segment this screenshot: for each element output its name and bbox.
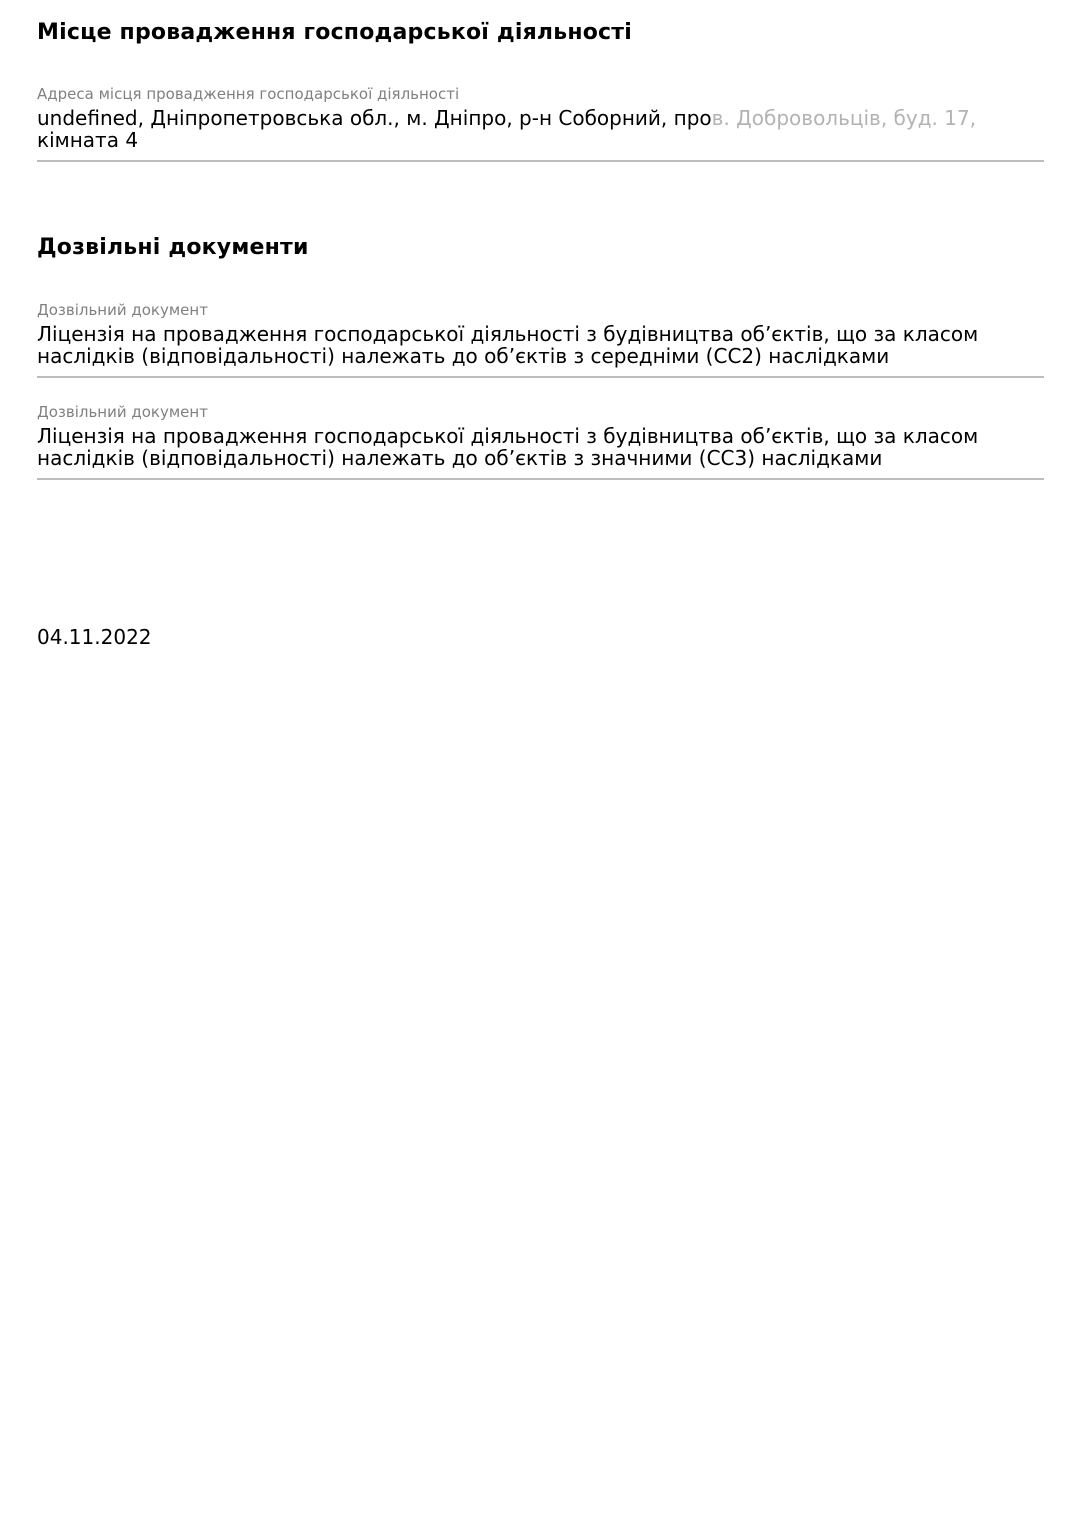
- section-title-permits: Дозвільні документи: [37, 235, 309, 260]
- document-date: 04.11.2022: [37, 625, 152, 649]
- address-field: [37, 85, 1044, 162]
- address-value: [37, 107, 1044, 160]
- section-title-place: Місце провадження господарської діяльності: [37, 20, 632, 45]
- permit-document-field: [37, 301, 1044, 378]
- address-value-line2: кімната 4: [37, 128, 139, 152]
- address-label: Адреса місця провадження господарської діяльності: [37, 85, 460, 103]
- permit-document-field: [37, 403, 1044, 480]
- permit-document-label: Дозвільний документ: [37, 403, 208, 421]
- permit-document-value: Ліцензія на провадження господарської діяльності з будівництва об’єктів, що за класом наслідків (відповідальності) належать до об’єктів з значними (СС3) наслідками: [37, 424, 979, 470]
- permit-document-label: Дозвільний документ: [37, 301, 208, 319]
- permit-document-value: Ліцензія на провадження господарської діяльності з будівництва об’єктів, що за класом наслідків (відповідальності) належать до об’єктів з середніми (СС2) наслідками: [37, 322, 979, 368]
- address-value-main: undefined, Дніпропетровська обл., м. Дніпро, р-н Соборний, про: [37, 106, 712, 130]
- address-value-faded: в. Добровольців, буд. 17,: [711, 106, 977, 130]
